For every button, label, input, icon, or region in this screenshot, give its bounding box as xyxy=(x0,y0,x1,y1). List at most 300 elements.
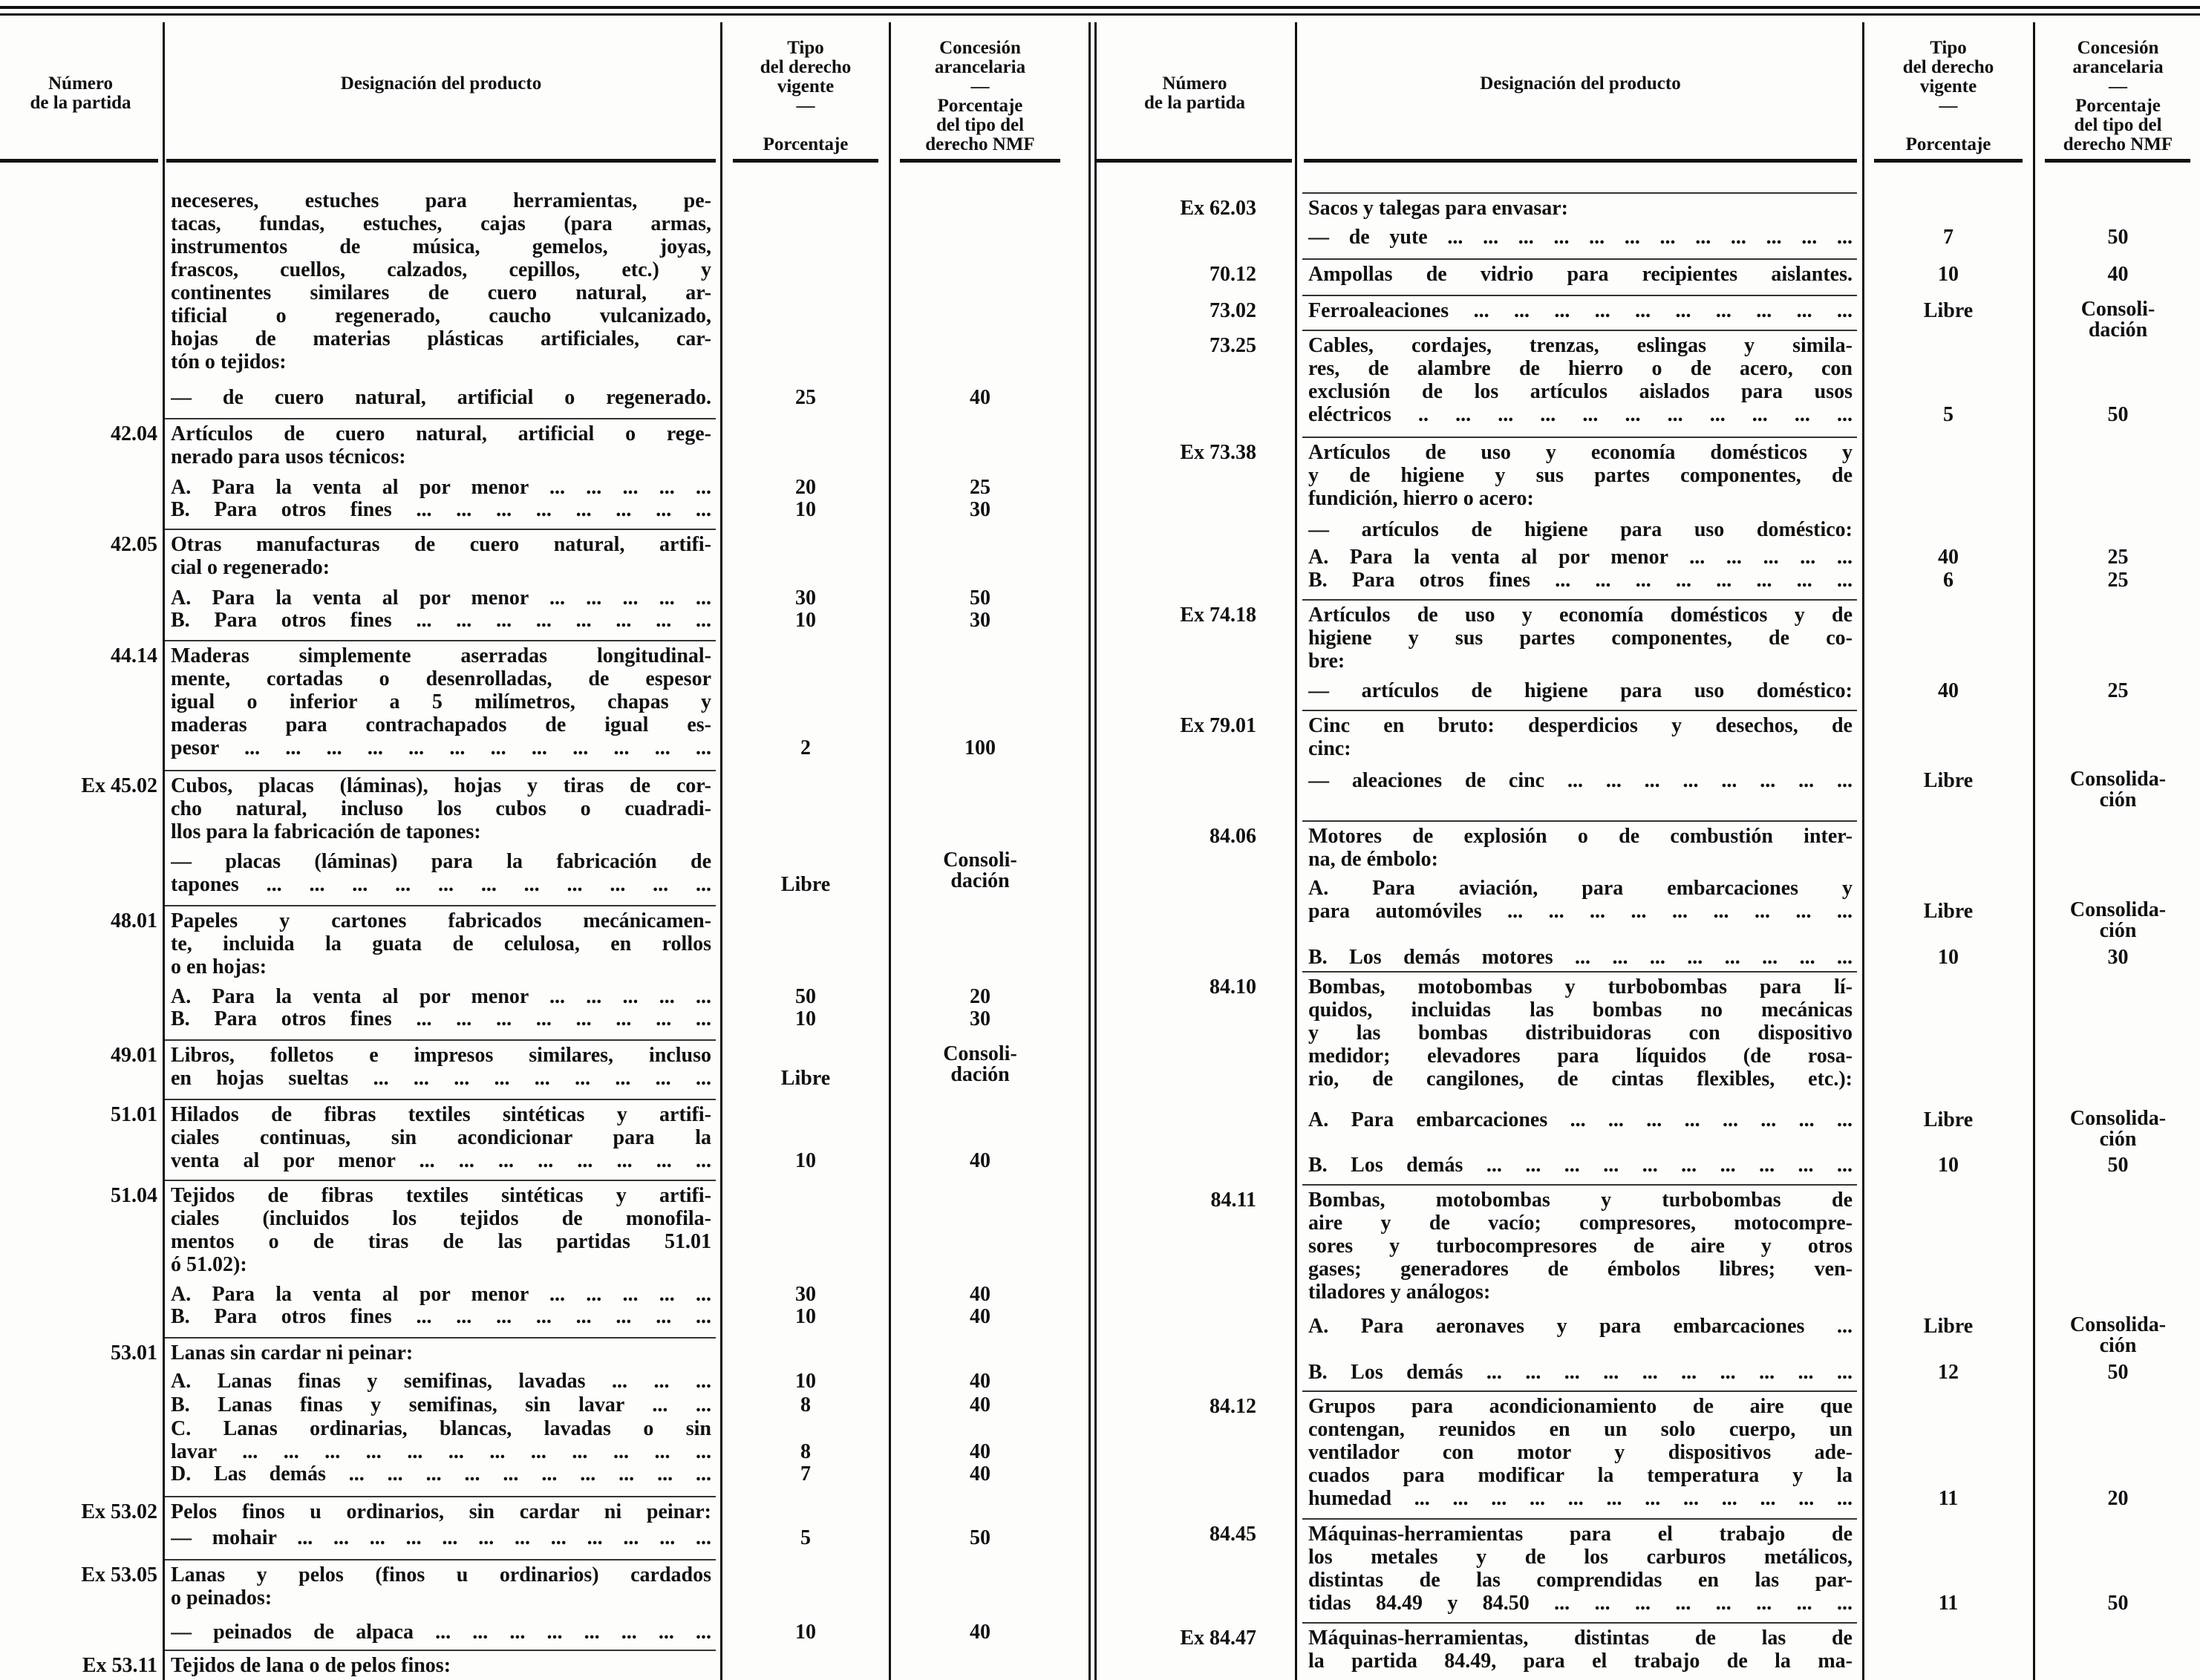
tipo-derecho-value: 2 xyxy=(800,736,811,759)
designation-line: ciales (incluidos los tejidos de monofila- xyxy=(171,1207,711,1230)
tipo-derecho-value: 30 xyxy=(795,586,816,609)
header-designacion: Designación del producto xyxy=(1480,73,1681,94)
designation-line: mente, cortadas o desenrolladas, de espesor xyxy=(171,667,711,690)
designation-line: cial o regenerado: xyxy=(171,556,330,579)
header-line: del derecho xyxy=(760,57,852,77)
entry-separator xyxy=(165,770,716,771)
concesion-line: ción xyxy=(2099,1128,2137,1151)
tipo-derecho-value: 10 xyxy=(795,498,816,521)
designation-line: ventilador con motor y dispositivos ade- xyxy=(1308,1441,1853,1464)
designation-line: Libros, folletos e impresos similares, incluso xyxy=(171,1044,711,1067)
header-underline xyxy=(0,159,158,163)
concesion-value xyxy=(2036,569,2200,592)
product-designation xyxy=(171,1654,711,1677)
entry-separator xyxy=(165,1180,716,1181)
designation-line: Grupos para acondicionamiento de aire que xyxy=(1308,1395,1853,1418)
concesion-value xyxy=(891,1462,1069,1485)
product-designation xyxy=(171,1500,711,1523)
entry-separator xyxy=(1302,710,1857,711)
concesion-line: 50 xyxy=(2107,1592,2129,1615)
designation-line: rio, de cangilones, de cintas flexibles, etc.): xyxy=(1308,1068,1853,1091)
header-line: Concesión xyxy=(939,38,1021,58)
entry-separator xyxy=(165,1650,716,1651)
partida-number: 53.01 xyxy=(111,1341,157,1364)
partida-number: 51.04 xyxy=(111,1184,157,1207)
designation-line: Hilados de fibras textiles sintéticas y artifi- xyxy=(171,1103,711,1126)
header-line: Porcentaje xyxy=(2075,96,2161,116)
concesion-line: 40 xyxy=(970,1462,990,1485)
concesion-line: 40 xyxy=(970,386,990,409)
designation-line: B. Los demás ... ... ... ... ... ... ... ... ... ... xyxy=(1308,1361,1853,1384)
tipo-derecho-value: Libre xyxy=(1923,900,1974,923)
designation-line: B. Para otros fines ... ... ... ... ... ... ... ... xyxy=(171,1305,711,1328)
concesion-line: 25 xyxy=(2107,546,2129,569)
entry-separator xyxy=(165,418,716,419)
designation-line: B. Para otros fines ... ... ... ... ... ... ... ... xyxy=(171,498,711,521)
tipo-derecho-value: 10 xyxy=(1938,263,1959,286)
concesion-line: Consolida- xyxy=(2069,1107,2167,1130)
concesion-value xyxy=(891,1393,1069,1416)
designation-line: A. Para la venta al por menor ... ... ... ... ... xyxy=(171,985,711,1008)
designation-line: humedad ... ... ... ... ... ... ... ... ... ... ... ... xyxy=(1308,1487,1853,1510)
designation-line: y las bombas distribuidoras con dispositivo xyxy=(1308,1022,1853,1045)
header-line: de la partida xyxy=(1143,93,1246,113)
concesion-line: Consolida- xyxy=(2069,768,2167,791)
product-designation xyxy=(1308,1315,1853,1338)
designation-line: cho natural, incluso los cubos o cuadradi- xyxy=(171,797,711,820)
partida-number: 42.05 xyxy=(111,533,157,556)
header-line: Porcentaje xyxy=(937,96,1023,116)
concesion-line: 40 xyxy=(970,1370,990,1393)
designation-line: A. Para aeronaves y para embarcaciones ... xyxy=(1308,1315,1853,1338)
designation-line: cinc: xyxy=(1308,737,1351,760)
designation-line: B. Para otros fines ... ... ... ... ... ... ... ... xyxy=(171,609,711,632)
designation-line: higiene y sus partes componentes, de co- xyxy=(1308,627,1853,650)
concesion-value xyxy=(2036,1154,2200,1177)
concesion-value xyxy=(2036,226,2200,249)
designation-line: medidor; elevadores para líquidos (de rosa- xyxy=(1308,1045,1853,1068)
concesion-value xyxy=(891,1305,1069,1328)
concesion-value xyxy=(891,985,1069,1008)
concesion-value xyxy=(2036,1361,2200,1384)
header-line: derecho NMF xyxy=(925,134,1035,154)
tipo-derecho-value: 10 xyxy=(795,1149,816,1172)
designation-line: quidos, incluidas las bombas no mecánicas xyxy=(1308,998,1853,1022)
concesion-value xyxy=(891,1440,1069,1463)
concesion-value xyxy=(891,1370,1069,1393)
partida-number: 73.02 xyxy=(1210,299,1256,322)
product-designation xyxy=(171,1103,711,1172)
designation-line: A. Para embarcaciones ... ... ... ... ... ... ... ... xyxy=(1308,1108,1853,1131)
concesion-line: 50 xyxy=(970,586,990,609)
product-designation xyxy=(1308,1395,1853,1510)
entry-separator xyxy=(165,1039,716,1041)
designation-line: — peinados de alpaca ... ... ... ... ... ... ... ... xyxy=(171,1621,711,1644)
designation-line: B. Para otros fines ... ... ... ... ... ... ... ... xyxy=(1308,569,1853,592)
header-line: Tipo xyxy=(1930,38,1967,58)
entry-separator xyxy=(1302,1184,1857,1186)
header-underline xyxy=(166,159,716,163)
concesion-line: 50 xyxy=(970,1526,990,1549)
product-designation xyxy=(171,1393,711,1416)
product-designation xyxy=(171,422,711,468)
designation-line: B. Para otros fines ... ... ... ... ... ... ... ... xyxy=(171,1007,711,1030)
partida-number: Ex 73.38 xyxy=(1180,441,1256,464)
header-line: derecho NMF xyxy=(2063,134,2173,154)
partida-number: Ex 53.11 xyxy=(82,1654,157,1677)
designation-line: Artículos de uso y economía domésticos y xyxy=(1308,441,1853,464)
tipo-derecho-value: 10 xyxy=(795,609,816,632)
concesion-value xyxy=(891,498,1069,521)
product-designation xyxy=(171,1563,711,1609)
product-designation xyxy=(171,774,711,843)
header-line: — xyxy=(796,96,815,116)
tipo-derecho-value: 8 xyxy=(800,1440,811,1463)
header-underline xyxy=(733,159,878,163)
designation-line: te, incluida la guata de celulosa, en rollos xyxy=(171,932,711,955)
tipo-derecho-value: 50 xyxy=(795,985,816,1008)
tipo-derecho-value: 20 xyxy=(795,476,816,499)
designation-line: — de yute ... ... ... ... ... ... ... ... ... ... ... ... xyxy=(1308,226,1853,249)
designation-line: lavar ... ... ... ... ... ... ... ... ... ... ... ... xyxy=(171,1440,711,1463)
designation-line: tón o tejidos: xyxy=(171,350,287,373)
concesion-line: 50 xyxy=(2107,403,2129,426)
product-designation xyxy=(1308,1627,1853,1673)
entry-separator xyxy=(165,529,716,530)
designation-line: hojas de materias plásticas artificiales, car- xyxy=(171,327,711,350)
header-line: Concesión xyxy=(2077,38,2159,58)
designation-line: tidas 84.49 y 84.50 ... ... ... ... ... ... ... ... xyxy=(1308,1592,1853,1615)
entry-separator xyxy=(1302,1518,1857,1520)
entry-separator xyxy=(1302,437,1857,438)
tipo-derecho-value: 10 xyxy=(1938,1154,1959,1177)
concesion-line: ción xyxy=(2099,1334,2137,1357)
designation-line: eléctricos .. ... ... ... ... ... ... ... ... ... ... xyxy=(1308,403,1853,426)
product-designation xyxy=(171,476,711,499)
partida-number: 84.10 xyxy=(1210,975,1256,998)
product-designation xyxy=(1308,975,1853,1091)
concesion-line: 40 xyxy=(970,1440,990,1463)
entry-separator xyxy=(165,1099,716,1100)
product-designation xyxy=(171,1370,711,1393)
column-divider xyxy=(1295,22,1297,1680)
entry-separator xyxy=(1302,295,1857,296)
product-designation xyxy=(1308,226,1853,249)
designation-line: fundición, hierro o acero: xyxy=(1308,487,1534,510)
partida-number: Ex 62.03 xyxy=(1180,197,1256,220)
partida-number: Ex 53.05 xyxy=(81,1563,157,1586)
concesion-line: Consolida- xyxy=(2069,1313,2167,1336)
tipo-derecho-value: 25 xyxy=(795,386,816,409)
partida-number: Ex 84.47 xyxy=(1180,1627,1256,1650)
header-line: arancelaria xyxy=(934,57,1026,77)
concesion-line: 30 xyxy=(2107,946,2129,969)
designation-line: Bombas, motobombas y turbobombas de xyxy=(1308,1189,1853,1212)
designation-line: Máquinas-herramientas para el trabajo de xyxy=(1308,1523,1853,1546)
designation-line: — de cuero natural, artificial o regenerado. xyxy=(171,386,711,409)
designation-line: sores y turbocompresores de aire y otros xyxy=(1308,1235,1853,1258)
designation-line: y de higiene y sus partes componentes, de xyxy=(1308,464,1853,487)
product-designation xyxy=(171,1305,711,1328)
designation-line: D. Las demás ... ... ... ... ... ... ... ... ... ... xyxy=(171,1462,711,1485)
header-line: Porcentaje xyxy=(763,134,849,154)
product-designation xyxy=(171,586,711,609)
designation-line: en hojas sueltas ... ... ... ... ... ... ... ... ... xyxy=(171,1067,711,1090)
designation-line: nerado para usos técnicos: xyxy=(171,445,406,468)
concesion-value xyxy=(891,386,1069,409)
product-designation xyxy=(1308,1361,1853,1384)
designation-line: gases; generadores de émbolos libres; ven- xyxy=(1308,1258,1853,1281)
concesion-value xyxy=(2036,1315,2200,1356)
concesion-line: 40 xyxy=(2107,263,2129,286)
concesion-line: 20 xyxy=(970,985,990,1008)
concesion-line: ción xyxy=(2099,788,2137,811)
tipo-derecho-value: 10 xyxy=(795,1305,816,1328)
concesion-value xyxy=(891,1621,1069,1644)
top-rule xyxy=(0,6,2200,9)
concesion-line: Consoli- xyxy=(943,849,1017,872)
designation-line: venta al por menor ... ... ... ... ... ... ... ... xyxy=(171,1149,711,1172)
concesion-line: 25 xyxy=(2107,679,2129,702)
tipo-derecho-value: 10 xyxy=(795,1621,816,1644)
designation-line: ciales continuas, sin acondicionar para la xyxy=(171,1126,711,1149)
designation-line: A. Para la venta al por menor ... ... ... ... ... xyxy=(171,1283,711,1306)
product-designation xyxy=(171,1462,711,1485)
designation-line: — placas (láminas) para la fabricación de xyxy=(171,850,711,873)
tipo-derecho-value: Libre xyxy=(1923,1315,1974,1338)
tipo-derecho-value: 7 xyxy=(800,1462,811,1485)
product-designation xyxy=(171,985,711,1008)
designation-line: frascos, cuellos, calzados, cepillos, etc.) y xyxy=(171,258,711,281)
concesion-value xyxy=(2036,946,2200,969)
concesion-value xyxy=(891,476,1069,499)
designation-line: Artículos de uso y economía domésticos y de xyxy=(1308,604,1853,627)
designation-line: distintas de las comprendidas en las par- xyxy=(1308,1569,1853,1592)
designation-line: Ampollas de vidrio para recipientes aislantes. xyxy=(1308,263,1853,286)
partida-number: 84.11 xyxy=(1210,1189,1256,1212)
concesion-value xyxy=(2036,403,2200,426)
designation-line: tacas, fundas, estuches, cajas (para armas, xyxy=(171,212,711,235)
header-line: del tipo del xyxy=(936,115,1025,135)
designation-line: Sacos y talegas para envasar: xyxy=(1308,197,1568,220)
header-numero-partida xyxy=(0,74,161,113)
product-designation xyxy=(171,1526,711,1549)
designation-line: cuados para modificar la temperatura y la xyxy=(1308,1464,1853,1487)
product-designation xyxy=(1308,604,1853,673)
entry-separator xyxy=(1302,1390,1857,1392)
header-concesion xyxy=(2036,39,2200,154)
designation-line: tiladores y análogos: xyxy=(1308,1281,1491,1304)
entry-separator xyxy=(1302,1622,1857,1624)
concesion-value xyxy=(2036,1108,2200,1150)
product-designation xyxy=(1308,334,1853,426)
product-designation xyxy=(171,189,711,373)
designation-line: neceseres, estuches para herramientas, pe- xyxy=(171,189,711,212)
concesion-value xyxy=(2036,1487,2200,1510)
partida-number: Ex 79.01 xyxy=(1180,714,1256,737)
header-numero-partida xyxy=(1094,74,1295,113)
concesion-line: 30 xyxy=(970,498,990,521)
column-divider xyxy=(1862,22,1864,1680)
designation-line: Artículos de cuero natural, artificial o rege- xyxy=(171,422,711,445)
header-line: Porcentaje xyxy=(1905,134,1991,154)
concesion-line: 50 xyxy=(2107,1361,2129,1384)
product-designation xyxy=(171,1184,711,1276)
product-designation xyxy=(171,1044,711,1090)
designation-line: Papeles y cartones fabricados mecánicamen- xyxy=(171,909,711,932)
designation-line: igual o inferior a 5 milímetros, chapas y xyxy=(171,690,711,713)
header-underline xyxy=(1094,159,1292,163)
product-designation xyxy=(1308,1154,1853,1177)
concesion-line: 50 xyxy=(2107,226,2129,249)
tipo-derecho-value: 40 xyxy=(1938,546,1959,569)
product-designation xyxy=(171,533,711,579)
partida-number: 49.01 xyxy=(111,1044,157,1067)
product-designation xyxy=(171,1417,711,1463)
header-line: — xyxy=(2109,76,2127,97)
entry-separator xyxy=(165,1559,716,1560)
concesion-line: dación xyxy=(2088,318,2148,341)
designation-line: A. Para la venta al por menor ... ... ... ... ... xyxy=(171,586,711,609)
partida-number: 73.25 xyxy=(1210,334,1256,357)
concesion-line: 50 xyxy=(2107,1154,2129,1177)
product-designation xyxy=(1308,825,1853,871)
product-designation xyxy=(171,644,711,759)
partida-number: 70.12 xyxy=(1210,263,1256,286)
product-designation xyxy=(1308,714,1853,760)
designation-line: Cinc en bruto: desperdicios y desechos, de xyxy=(1308,714,1853,737)
concesion-line: 25 xyxy=(2107,569,2129,592)
header-line: Número xyxy=(48,73,114,94)
entry-separator xyxy=(1302,330,1857,331)
tipo-derecho-value: 40 xyxy=(1938,679,1959,702)
product-designation xyxy=(171,1341,711,1364)
designation-line: o peinados: xyxy=(171,1586,272,1609)
designation-line: A. Lanas finas y semifinas, lavadas ... ... ... xyxy=(171,1370,711,1393)
concesion-value xyxy=(2036,546,2200,569)
concesion-value xyxy=(891,609,1069,632)
concesion-line: 40 xyxy=(970,1149,990,1172)
tipo-derecho-value: Libre xyxy=(1923,1108,1974,1131)
concesion-value xyxy=(891,1044,1069,1085)
partida-number: 42.04 xyxy=(111,422,157,445)
designation-line: Maderas simplemente aserradas longitudinal- xyxy=(171,644,711,667)
product-designation xyxy=(1308,1108,1853,1131)
concesion-line: ción xyxy=(2099,919,2137,942)
concesion-line: 40 xyxy=(970,1283,990,1306)
concesion-line: 40 xyxy=(970,1305,990,1328)
tipo-derecho-value: Libre xyxy=(1923,769,1974,792)
entry-separator xyxy=(1302,599,1857,601)
tipo-derecho-value: Libre xyxy=(780,1067,831,1090)
concesion-line: dación xyxy=(950,1063,1010,1086)
designation-line: para automóviles ... ... ... ... ... ... ... ... ... xyxy=(1308,900,1853,923)
product-designation xyxy=(1308,197,1853,220)
concesion-value xyxy=(891,1007,1069,1030)
designation-line: llos para la fabricación de tapones: xyxy=(171,820,481,843)
designation-line: Lanas sin cardar ni peinar: xyxy=(171,1341,414,1364)
header-concesion xyxy=(891,39,1069,154)
partida-number: 84.12 xyxy=(1210,1395,1256,1418)
concesion-line: 40 xyxy=(970,1621,990,1644)
concesion-value xyxy=(891,736,1069,759)
concesion-line: 30 xyxy=(970,609,990,632)
product-designation xyxy=(171,909,711,978)
header-underline xyxy=(1304,159,1857,163)
header-line: vigente xyxy=(777,76,835,97)
concesion-value xyxy=(891,850,1069,892)
designation-line: — aleaciones de cinc ... ... ... ... ... ... ... ... xyxy=(1308,769,1853,792)
tipo-derecho-value: 5 xyxy=(1943,403,1953,426)
entry-separator xyxy=(165,1496,716,1497)
designation-line: res, de alambre de hierro o de acero, con xyxy=(1308,357,1853,380)
header-line: del tipo del xyxy=(2074,115,2162,135)
designation-line: Tejidos de lana o de pelos finos: xyxy=(171,1654,451,1677)
tipo-derecho-value: Libre xyxy=(1923,299,1974,322)
product-designation xyxy=(1308,263,1853,286)
designation-line: Motores de explosión o de combustión inter- xyxy=(1308,825,1853,848)
designation-line: exclusión de los artículos aislados para usos xyxy=(1308,380,1853,403)
header-line: del derecho xyxy=(1902,57,1994,77)
partida-number: 84.45 xyxy=(1210,1523,1256,1546)
designation-line: bre: xyxy=(1308,650,1345,673)
concesion-line: 25 xyxy=(970,476,990,499)
product-designation xyxy=(1308,546,1853,569)
product-designation xyxy=(171,609,711,632)
top-rule xyxy=(0,13,2200,16)
entry-separator xyxy=(1302,971,1857,973)
concesion-value xyxy=(2036,1592,2200,1615)
partida-number: 44.14 xyxy=(111,644,157,667)
header-tipo-derecho xyxy=(724,39,887,154)
designation-line: tapones ... ... ... ... ... ... ... ... ... ... ... xyxy=(171,873,711,896)
designation-line: Otras manufacturas de cuero natural, artifi- xyxy=(171,533,711,556)
column-divider xyxy=(163,22,165,1680)
product-designation xyxy=(171,498,711,521)
partida-number: Ex 53.02 xyxy=(81,1500,157,1523)
designation-line: contengan, reunidos en un solo cuerpo, un xyxy=(1308,1418,1853,1441)
concesion-value xyxy=(2036,679,2200,702)
concesion-value xyxy=(2036,263,2200,286)
header-line: Número xyxy=(1162,73,1227,94)
partida-number: 84.06 xyxy=(1210,825,1256,848)
concesion-line: 30 xyxy=(970,1007,990,1030)
column-divider xyxy=(720,22,722,1680)
product-designation xyxy=(1308,518,1853,541)
designation-line: — mohair ... ... ... ... ... ... ... ... ... ... ... ... xyxy=(171,1526,711,1549)
designation-line: A. Para aviación, para embarcaciones y xyxy=(1308,877,1853,900)
header-line: arancelaria xyxy=(2072,57,2164,77)
concesion-line: 20 xyxy=(2107,1487,2129,1510)
tipo-derecho-value: 30 xyxy=(795,1283,816,1306)
tipo-derecho-value: 6 xyxy=(1943,569,1953,592)
product-designation xyxy=(171,386,711,409)
product-designation xyxy=(171,1621,711,1644)
column-divider xyxy=(2033,22,2035,1680)
partida-number: 48.01 xyxy=(111,909,157,932)
entry-separator xyxy=(1302,258,1857,260)
concesion-value xyxy=(891,586,1069,609)
concesion-line: Consoli- xyxy=(943,1042,1017,1065)
product-designation xyxy=(1308,569,1853,592)
entry-separator xyxy=(165,640,716,641)
designation-line: — artículos de higiene para uso doméstico: xyxy=(1308,679,1853,702)
designation-line: Cubos, placas (láminas), hojas y tiras de cor- xyxy=(171,774,711,797)
concesion-line: dación xyxy=(950,869,1010,892)
product-designation xyxy=(171,1007,711,1030)
designation-line: tificial o regenerado, caucho vulcanizado, xyxy=(171,304,711,327)
tipo-derecho-value: 7 xyxy=(1943,226,1953,249)
